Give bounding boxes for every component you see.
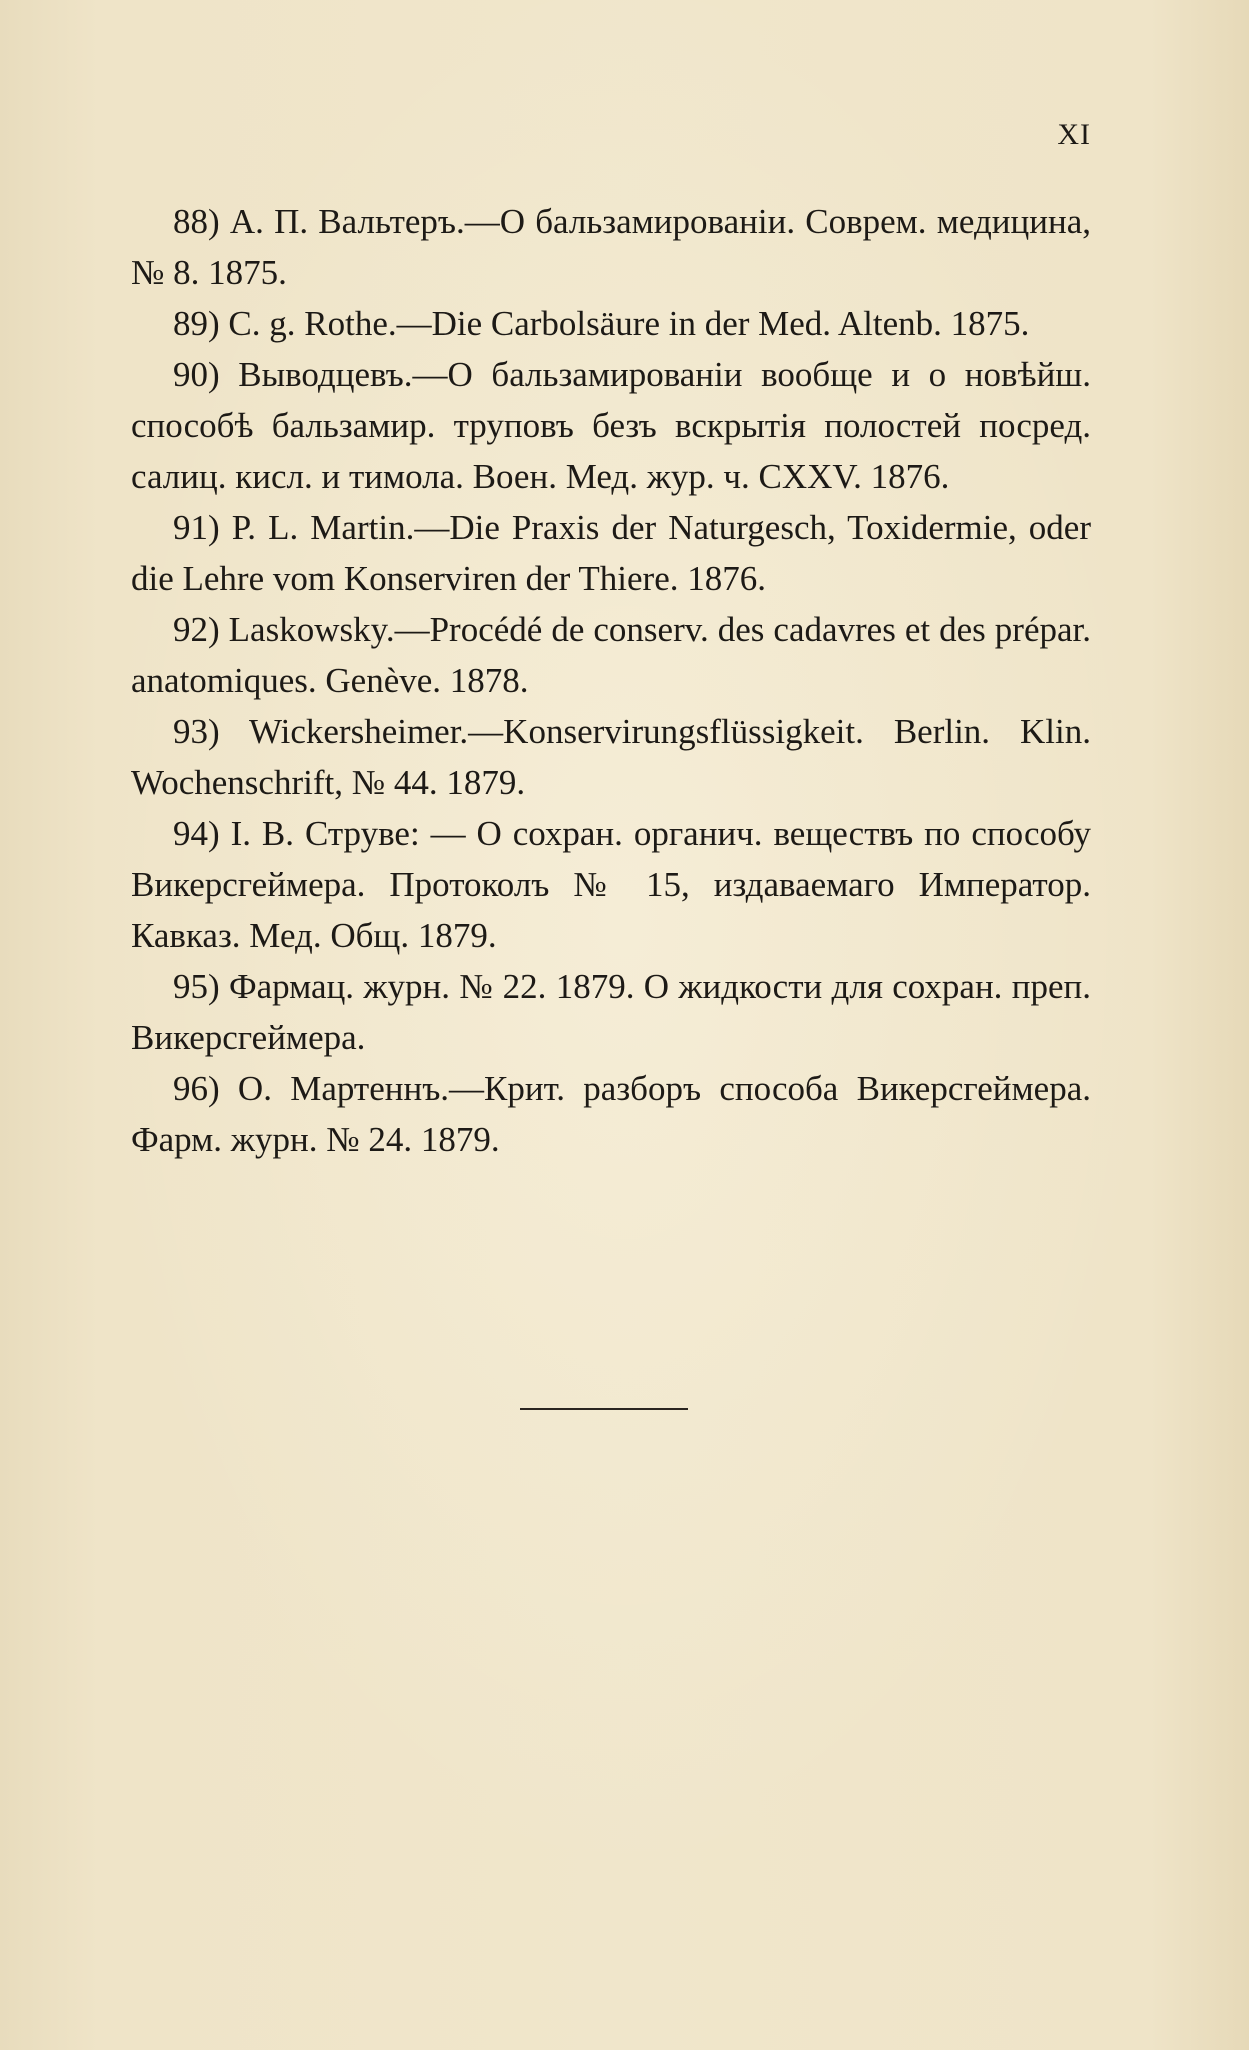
bibliography-entry-89: 89) C. g. Rothe.—Die Carbolsäure in der Med. Altenb. 1875. <box>173 304 1030 343</box>
bibliography-entry-92: 92) Laskowsky.—Procédé de conserv. des cadavres et des prépar. anatomiques. Genève. 1878. <box>131 610 1091 700</box>
bibliography-entry-95: 95) Фармац. журн. № 22. 1879. О жидкости для сохран. преп. Викерсгеймера. <box>131 967 1091 1057</box>
bibliography-entry-90: 90) Выводцевъ.—О бальзамированіи вообще и о новѣйш. способѣ бальзамир. труповъ безъ вскрытія полостей посред. салиц. кисл. и тимола. Воен. Мед. жур. ч. СXXV. 1876. <box>131 355 1091 496</box>
page-number: XI <box>1057 118 1091 151</box>
bibliography-entry-93: 93) Wickersheimer.—Konservirungsflüssigkeit. Berlin. Klin. Wochenschrift, № 44. 1879. <box>131 712 1091 802</box>
bibliography-list <box>131 196 1091 1165</box>
bibliography-entry-94: 94) I. В. Струве: — О сохран. органич. веществъ по способу Викерсгеймера. Протоколъ № 15, издаваемаго Император. Кавказ. Мед. Общ. 1879. <box>131 814 1091 955</box>
section-end-rule <box>520 1408 688 1410</box>
bibliography-entry-91: 91) P. L. Martin.—Die Praxis der Naturgesch, Toxidermie, oder die Lehre vom Konserviren der Thiere. 1876. <box>131 508 1091 598</box>
bibliography-entry-88: 88) А. П. Вальтеръ.—О бальзамированіи. Соврем. медицина, № 8. 1875. <box>131 202 1091 292</box>
bibliography-entry-96: 96) О. Мартеннъ.—Крит. разборъ способа Викерсгеймера. Фарм. журн. № 24. 1879. <box>131 1069 1091 1159</box>
